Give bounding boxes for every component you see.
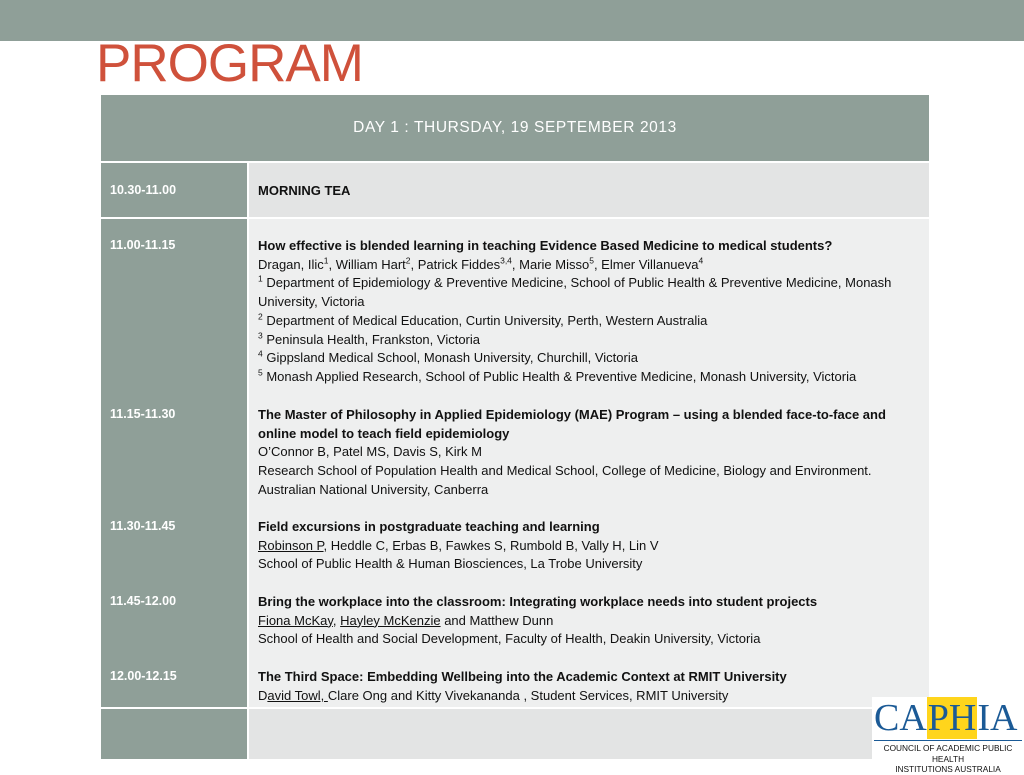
session-1 xyxy=(258,237,925,387)
author-sup: 2 xyxy=(405,255,411,266)
affiliation-line xyxy=(258,312,925,331)
program-table xyxy=(100,94,930,760)
session-2 xyxy=(258,406,925,500)
session-3 xyxy=(258,518,925,574)
session-authors xyxy=(258,537,925,556)
table-row-empty xyxy=(100,708,930,760)
session-4 xyxy=(258,593,925,649)
page-title: PROGRAM xyxy=(96,34,363,93)
affiliation-text: Peninsula Health, Frankston, Victoria xyxy=(262,331,480,347)
logo-text: IA xyxy=(977,697,1018,739)
content-cell xyxy=(248,162,930,218)
affiliation-text: Gippsland Medical School, Monash University, Churchill, Victoria xyxy=(262,350,638,366)
session-time: 11.15-11.30 xyxy=(110,407,176,421)
session-time: 11.45-12.00 xyxy=(110,594,177,608)
session-affiliation: School of Health and Social Development, Faculty of Health, Deakin University, Victoria xyxy=(258,631,761,647)
time-cell xyxy=(100,708,248,760)
author-separator: , xyxy=(332,612,341,628)
author-text: , Patrick Fiddes xyxy=(410,256,501,272)
author-text: and Matthew Dunn xyxy=(440,612,554,628)
author-link: Hayley McKenzie xyxy=(340,612,441,628)
author-text: D xyxy=(258,687,268,703)
session-authors: O’Connor B, Patel MS, Davis S, Kirk M xyxy=(258,444,482,460)
author-sup: 1 xyxy=(323,255,329,266)
affiliation-text: Department of Epidemiology & Preventive Medicine, School of Public Health & Preventive Medicine, Monash University, Victoria xyxy=(258,275,892,310)
author-sup: 3,4 xyxy=(500,255,512,266)
affiliation-line xyxy=(258,331,925,350)
content-cell xyxy=(248,708,930,760)
session-title: How effective is blended learning in teaching Evidence Based Medicine to medical students? xyxy=(258,238,833,253)
affiliation-sup: 5 xyxy=(258,367,263,378)
session-time: 11.30-11.45 xyxy=(110,519,176,533)
author-link: avid Towl, xyxy=(267,687,328,703)
session-authors xyxy=(258,256,925,275)
affiliation-sup: 2 xyxy=(258,311,263,322)
affiliation-line xyxy=(258,349,925,368)
affiliation-sup: 4 xyxy=(258,348,263,359)
author-link: Robinson P xyxy=(258,537,324,553)
session-authors xyxy=(258,687,925,706)
session-authors xyxy=(258,612,925,631)
author-sup: 5 xyxy=(589,255,594,266)
session-time: 12.00-12.15 xyxy=(110,669,177,683)
affiliation-line xyxy=(258,368,925,387)
affiliation-sup: 1 xyxy=(258,274,263,285)
logo-subtitle-line: INSTITUTIONS AUSTRALIA xyxy=(895,764,1001,774)
author-sup: 4 xyxy=(698,255,704,266)
session-title: Field excursions in postgraduate teaching and learning xyxy=(258,519,600,534)
session-affiliation: Research School of Population Health and Medical School, College of Medicine, Biology and Environment. Australian National University, Canberra xyxy=(258,463,872,497)
affiliation-line xyxy=(258,274,925,311)
caphia-logo xyxy=(872,697,1024,774)
author-text: Clare Ong and Kitty Vivekananda , Student Services, RMIT University xyxy=(327,687,729,703)
author-text: , Heddle C, Erbas B, Fawkes S, Rumbold B, Vally H, Lin V xyxy=(323,537,659,553)
session-title: The Third Space: Embedding Wellbeing into the Academic Context at RMIT University xyxy=(258,669,787,684)
affiliation-text: Department of Medical Education, Curtin University, Perth, Western Australia xyxy=(262,312,708,328)
time-column xyxy=(100,218,248,708)
session-affiliation: School of Public Health & Human Biosciences, La Trobe University xyxy=(258,556,643,572)
morning-tea-label: MORNING TEA xyxy=(258,182,351,198)
session-5 xyxy=(258,668,925,705)
time-cell: 10.30-11.00 xyxy=(100,162,248,218)
logo-divider xyxy=(874,740,1022,741)
table-row-sessions xyxy=(100,218,930,708)
author-text: , William Hart xyxy=(328,256,406,272)
sessions-column xyxy=(248,218,930,708)
day-header: DAY 1 : THURSDAY, 19 SEPTEMBER 2013 xyxy=(100,94,930,162)
table-row-morning-tea xyxy=(100,162,930,218)
author-text: , Elmer Villanueva xyxy=(593,256,699,272)
session-time: 11.00-11.15 xyxy=(110,238,176,252)
author-text: Dragan, Ilic xyxy=(258,256,324,272)
author-link: Fiona McKay xyxy=(258,612,333,628)
affiliation-text: Monash Applied Research, School of Public Health & Preventive Medicine, Monash University, Victoria xyxy=(262,368,857,384)
session-title: Bring the workplace into the classroom: Integrating workplace needs into student projects xyxy=(258,594,818,609)
affiliation-sup: 3 xyxy=(258,330,263,341)
author-text: , Marie Misso xyxy=(511,256,590,272)
logo-subtitle xyxy=(872,743,1024,775)
logo-subtitle-line: COUNCIL OF ACADEMIC PUBLIC HEALTH xyxy=(883,743,1013,764)
session-title: The Master of Philosophy in Applied Epidemiology (MAE) Program – using a blended face-to-face and online model to teach field epidemiology xyxy=(258,407,886,441)
logo-text: CA xyxy=(874,697,927,739)
logo-highlight: PH xyxy=(927,697,977,739)
logo-wordmark xyxy=(874,697,1017,741)
